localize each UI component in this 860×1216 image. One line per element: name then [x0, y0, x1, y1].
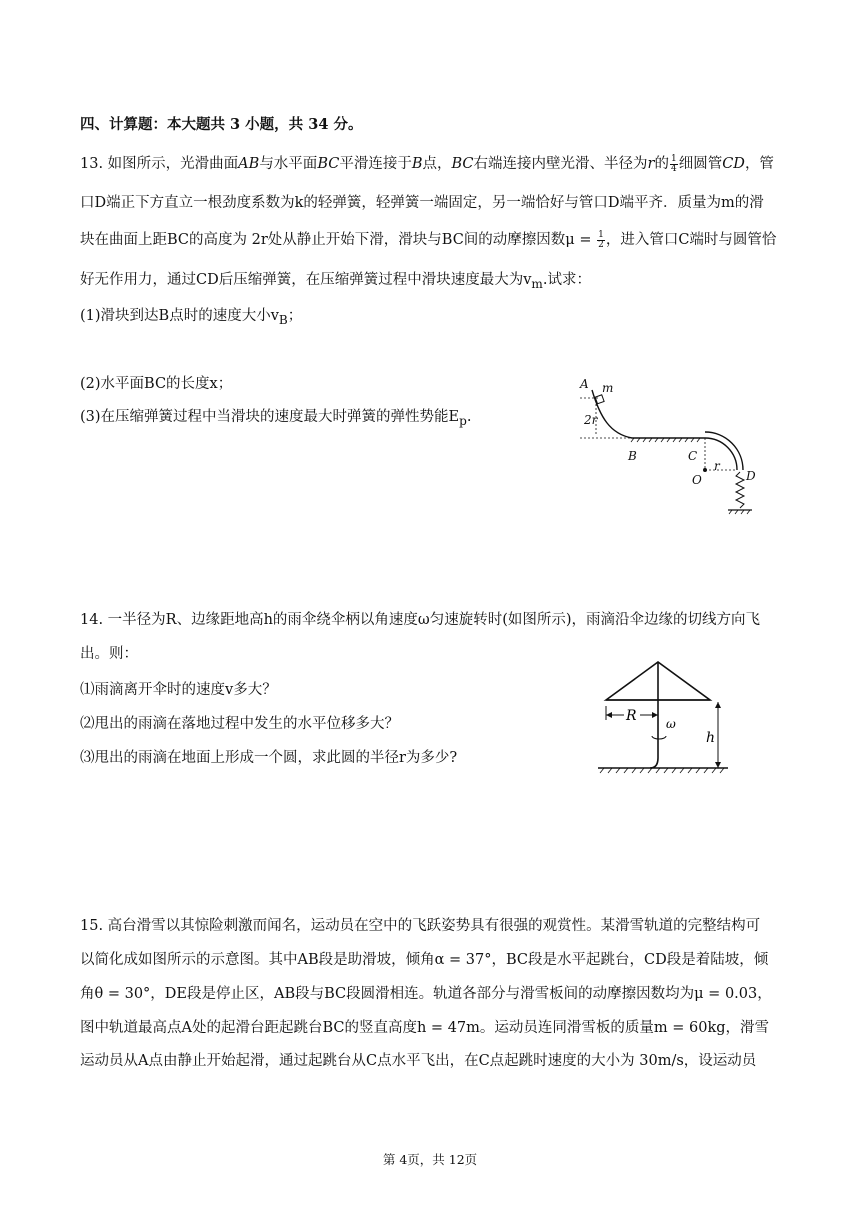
label-2r: 2r	[584, 413, 598, 427]
q13-line3: 块在曲面上距BC的高度为 2r处从静止开始下滑，滑块与BC间的动摩擦因数μ = $\frac{1}{2}$ ，进入管口C端时与圆管恰	[80, 229, 777, 250]
q13-line2: 口D端正下方直立一根劲度系数为k的轻弹簧，轻弹簧一端固定，另一端恰好与管口D端平齐．质量为m的滑	[80, 195, 764, 211]
q13-sub2: (2)水平面BC的长度x；	[80, 376, 233, 392]
label-D: D	[746, 469, 756, 483]
label-omega: ω	[666, 717, 676, 731]
q14-line2: 出。则：	[80, 646, 138, 662]
section-heading: 四、计算题：本大题共 3 小题，共 34 分。	[80, 116, 363, 133]
q13-sub3: (3)在压缩弹簧过程中当滑块的速度最大时弹簧的弹性势能$E_p$.	[80, 409, 472, 428]
label-h: h	[706, 730, 716, 746]
q14-figure	[596, 658, 736, 778]
rotation-arrow	[652, 736, 666, 739]
track-curve	[592, 390, 705, 438]
pipe-outer	[705, 432, 743, 470]
label-C: C	[688, 449, 698, 463]
label-r: r	[714, 459, 720, 473]
fraction-half: $\frac{1}{2}$	[598, 229, 604, 250]
label-R: R	[626, 708, 637, 724]
q15-line3: 角θ = 30°，DE段是停止区，AB段与BC段圆滑相连。轨道各部分与滑雪板间的动摩擦因数均为μ = 0.03，	[80, 986, 772, 1002]
q15-line5: 运动员从A点由静止开始起滑，通过起跳台从C点水平飞出，在C点起跳时速度的大小为 30m/s，设运动员	[80, 1053, 757, 1069]
q14-sub3: ⑶甩出的雨滴在地面上形成一个圆，求此圆的半径r为多少?	[80, 750, 458, 766]
label-A: A	[580, 377, 589, 391]
q13-figure	[570, 372, 770, 522]
spring	[736, 472, 744, 508]
q13-line4: 好无作用力，通过CD后压缩弹簧，在压缩弹簧过程中滑块速度最大为$v_m$.试求：	[80, 272, 591, 291]
q13-sub1: (1)滑块到达B点时的速度大小$v_B$；	[80, 308, 303, 327]
label-B: B	[628, 449, 637, 463]
q15-line2: 以简化成如图所示的示意图。其中AB段是助滑坡，倾角α = 37°，BC段是水平起跳台，CD段是着陆坡，倾	[80, 952, 769, 968]
q14-sub2: ⑵甩出的雨滴在落地过程中发生的水平位移多大？	[80, 716, 399, 732]
label-O: O	[692, 473, 702, 487]
page-footer: 第 4页，共 12页	[382, 1152, 478, 1167]
fraction-quarter: $\frac{1}{4}$	[670, 153, 677, 174]
q15-line1: 15. 高台滑雪以其惊险刺激而闻名，运动员在空中的飞跃姿势具有很强的观赏性。某滑雪轨道的完整结构可	[80, 918, 761, 934]
q15-line4: 图中轨道最高点A处的起滑台距起跳台BC的竖直高度h = 47m。运动员连同滑雪板的质量m = 60kg，滑雪	[80, 1020, 770, 1036]
q14-sub1: ⑴雨滴离开伞时的速度v多大？	[80, 682, 277, 698]
q13-line1: 13. 如图所示，光滑曲面AB与水平面BC平滑连接于B点，BC右端连接内壁光滑、半径为r的 $\frac{1}{4}$ 细圆管CD，管	[80, 153, 774, 174]
label-m: m	[602, 381, 614, 395]
q14-line1: 14. 一半径为R、边缘距地高h的雨伞绕伞柄以角速度ω匀速旋转时(如图所示)，雨滴沿伞边缘的切线方向飞	[80, 612, 761, 628]
